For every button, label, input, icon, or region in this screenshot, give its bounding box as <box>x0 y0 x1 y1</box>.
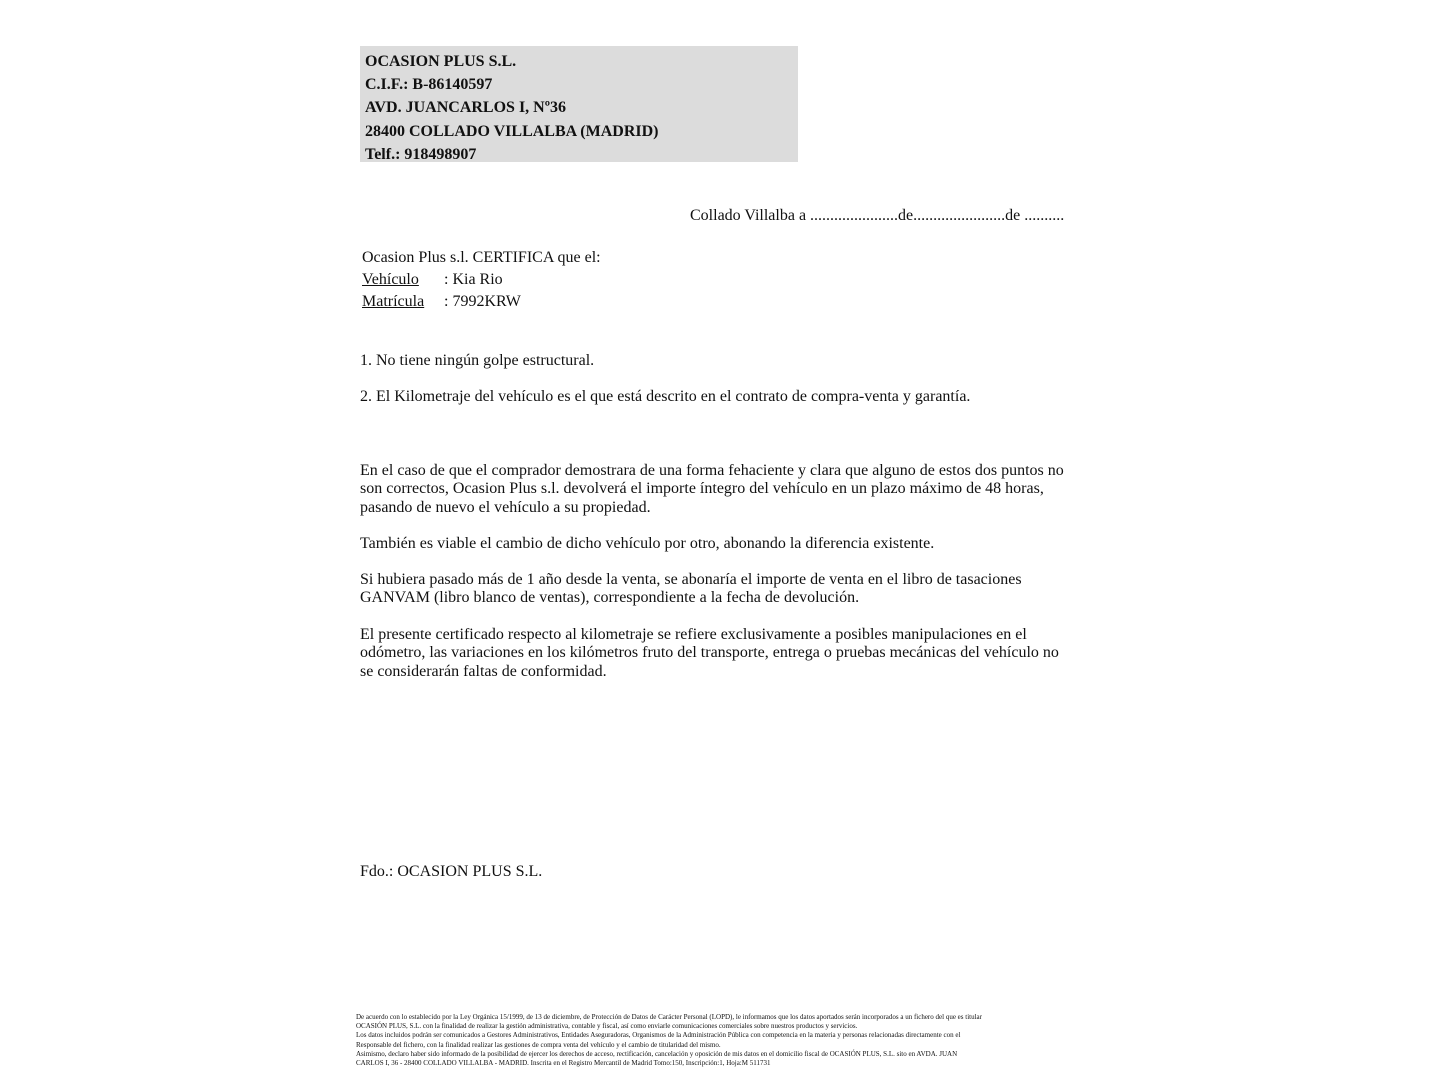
paragraph-line: El presente certificado respecto al kilometraje se refiere exclusivamente a posibles manipulaciones en el <box>360 626 1027 643</box>
place-date-line: Collado Villalba a ......................de.......................de .......... <box>690 207 1065 224</box>
paragraph-line: En el caso de que el comprador demostrara de una forma fehaciente y clara que alguno de estos dos puntos no <box>360 462 1064 479</box>
company-phone: Telf.: 918498907 <box>365 145 477 163</box>
footer-line: Los datos incluidos podrán ser comunicados a Gestores Administrativos, Entidades Aseguradoras, Organismos de la Administración Pública con competencia en la materia y personas relacionadas directamente con el <box>356 1031 961 1040</box>
vehicle-label: Vehículo <box>362 271 419 288</box>
plate-value: : 7992KRW <box>444 293 521 310</box>
paragraph-refund <box>360 462 1090 517</box>
company-city: 28400 COLLADO VILLALBA (MADRID) <box>365 122 659 140</box>
paragraph-line: pasando de nuevo el vehículo a su propiedad. <box>360 498 651 516</box>
paragraph-line: También es viable el cambio de dicho vehículo por otro, abonando la diferencia existente. <box>360 535 935 552</box>
paragraph-exchange <box>360 535 1090 553</box>
company-header-box <box>360 46 798 162</box>
paragraph-mileage <box>360 626 1090 681</box>
legal-footer <box>356 1013 1096 1068</box>
footer-line: Responsable del fichero, con la finalidad realizar las gestiones de compra venta del vehículo y el cambio de titularidad del mismo. <box>356 1040 721 1049</box>
certification-intro: Ocasion Plus s.l. CERTIFICA que el: <box>362 249 601 266</box>
footer-line: CARLOS I, 36 - 28400 COLLADO VILLALBA - MADRID. Inscrita en el Registro Mercantil de Madrid Tomo:150, Inscripción:1, Hoja:M 511731 <box>356 1059 771 1068</box>
certified-point-1: 1. No tiene ningún golpe estructural. <box>360 352 595 369</box>
paragraph-line: se considerarán faltas de conformidad. <box>360 662 607 680</box>
plate-row <box>362 293 521 311</box>
signature-line: Fdo.: OCASION PLUS S.L. <box>360 863 543 880</box>
footer-line: De acuerdo con lo establecido por la Ley Orgánica 15/1999, de 13 de diciembre, de Protección de Datos de Carácter Personal (LOPD), le informamos que los datos aportados serán incorporados a un fichero del que es titular <box>356 1013 982 1021</box>
paragraph-line: Si hubiera pasado más de 1 año desde la venta, se abonaría el importe de venta en el libro de tasaciones <box>360 571 1022 588</box>
company-address: AVD. JUANCARLOS I, Nº36 <box>365 99 567 117</box>
footer-line: Asimismo, declaro haber sido informado de la posibilidad de ejercer los derechos de acceso, rectificación, cancelación y oposición de mis datos en el domicilio fiscal de OCASIÓN PLUS, S.L. sito en AVDA. JUAN <box>356 1049 958 1058</box>
paragraph-line: GANVAM (libro blanco de ventas), correspondiente a la fecha de devolución. <box>360 589 860 607</box>
footer-line: OCASIÓN PLUS, S.L. con la finalidad de realizar la gestión administrativa, contable y fiscal, así como enviarle comunicaciones comerciales sobre nuestros productos y servicios. <box>356 1022 858 1031</box>
vehicle-row <box>362 271 503 289</box>
certified-point-2: 2. El Kilometraje del vehículo es el que está descrito en el contrato de compra-venta y garantía. <box>360 388 971 405</box>
vehicle-value: : Kia Rio <box>444 271 503 288</box>
paragraph-line: son correctos, Ocasion Plus s.l. devolverá el importe íntegro del vehículo en un plazo máximo de 48 horas, <box>360 480 1044 498</box>
company-cif: C.I.F.: B-86140597 <box>365 76 493 94</box>
plate-label: Matrícula <box>362 293 425 310</box>
company-name: OCASION PLUS S.L. <box>365 53 517 70</box>
paragraph-line: odómetro, las variaciones en los kilómetros fruto del transporte, entrega o pruebas mecánicas del vehículo no <box>360 644 1059 662</box>
paragraph-ganvam <box>360 571 1090 608</box>
